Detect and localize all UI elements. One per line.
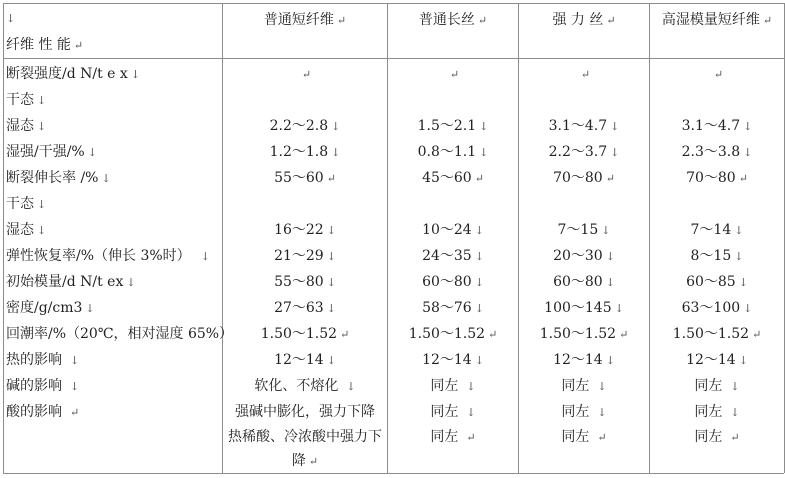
table-cell: 同左 ↓ [694,378,740,394]
header-divider [3,58,784,59]
table-cell: 7～15 ↓ [557,222,611,238]
table-cell: 12～14 ↓ [422,352,484,368]
column-header: 普通短纤维 ↵ [263,12,347,28]
row-label: 断裂伸长率 /% ↓ [6,170,111,186]
column-header: 强 力 丝 ↵ [552,12,616,28]
table-cell: 55～60 ↵ [274,170,336,186]
table-border-left [3,3,4,473]
table-border-bottom [3,473,784,474]
row-label: 热的影响 ↓ [6,352,80,368]
table-cell: ↵ [449,68,460,81]
table-cell: 100～145 ↓ [544,300,624,316]
table-cell: 12～14 ↓ [686,352,748,368]
table-cell: 热稀酸、冷浓酸中强力下 [228,429,382,445]
table-cell: 21～29 ↓ [274,248,336,264]
table-cell: 8～15 ↓ [690,248,744,264]
table-cell: 同左 ↓ [430,404,476,420]
row-label: 酸的影响 ↵ [6,404,80,420]
column-header: 高湿模量短纤维 ↵ [661,12,773,28]
table-cell: 同左 ↓ [430,378,476,394]
table-cell: 45～60 ↵ [422,170,484,186]
table-cell: 1.2～1.8 ↓ [269,144,341,160]
row-label: 弹性恢复率/%（伸长 3%时） ↓ [6,248,210,264]
row-label: 回潮率/%（20℃，相对湿度 65%） [6,326,234,342]
table-cell: 60～80 ↓ [422,274,484,290]
table-cell: 1.50～1.52 ↵ [408,326,498,342]
column-header: 普通长丝 ↵ [418,12,488,28]
table-cell: 1.5～2.1 ↓ [417,118,489,134]
table-cell: ↵ [301,68,312,81]
table-cell: 同左 ↵ [561,429,607,445]
table-cell: 2.2～2.8 ↓ [269,118,341,134]
table-cell: 27～63 ↓ [274,300,336,316]
table-cell: 16～22 ↓ [274,222,336,238]
table-cell: 2.3～3.8 ↓ [681,144,753,160]
table-cell: 60～80 ↓ [553,274,615,290]
header-row-label: 纤维 性 能 ↵ [6,37,84,53]
row-label: 碱的影响 ↓ [6,378,80,394]
table-cell: 63～100 ↓ [681,300,753,316]
table-cell: 0.8～1.1 ↓ [417,144,489,160]
table-cell: 7～14 ↓ [690,222,744,238]
table-cell: 12～14 ↓ [553,352,615,368]
table-cell: 70～80 ↵ [686,170,748,186]
table-cell: 12～14 ↓ [274,352,336,368]
table-cell: 2.2～3.7 ↓ [548,144,620,160]
table-cell: 同左 ↓ [561,404,607,420]
table-cell: 同左 ↓ [694,404,740,420]
row-label: 湿态 ↓ [6,118,47,134]
table-cell: 24～35 ↓ [422,248,484,264]
row-label: 干态 ↓ [6,196,47,212]
row-label: 湿态 ↓ [6,222,47,238]
table-cell: 3.1～4.7 ↓ [681,118,753,134]
table-cell: 58～76 ↓ [422,300,484,316]
table-border-top [3,3,784,4]
table-cell: 同左 ↵ [430,429,476,445]
table-cell: 同左 ↓ [561,378,607,394]
table-cell: 软化、不熔化 ↓ [254,378,356,394]
table-cell: 降 ↵ [291,453,319,469]
table-cell: 1.50～1.52 ↵ [260,326,350,342]
table-cell: 20～30 ↓ [553,248,615,264]
row-label: 断裂强度/d N/t e x ↓ [6,66,141,82]
table-cell: ↵ [580,68,591,81]
table-cell: 70～80 ↵ [553,170,615,186]
table-cell: 60～85 ↓ [686,274,748,290]
table-cell: 强碱中膨化，强力下降 [235,404,375,420]
table-cell: 1.50～1.52 ↵ [539,326,629,342]
table-cell: 10～24 ↓ [422,222,484,238]
table-cell: 3.1～4.7 ↓ [548,118,620,134]
row-label: 湿强/干强/% ↓ [6,144,97,160]
row-label: 密度/g/cm3 ↓ [6,300,95,316]
row-label: 初始模量/d N/t ex ↓ [6,274,136,290]
table-cell: 1.50～1.52 ↵ [672,326,762,342]
table-cell: ↵ [713,68,724,81]
header-row-mark: ↓ [6,12,16,25]
row-label: 干态 ↓ [6,92,47,108]
table-cell: 同左 ↵ [694,429,740,445]
table-cell: 55～80 ↓ [274,274,336,290]
